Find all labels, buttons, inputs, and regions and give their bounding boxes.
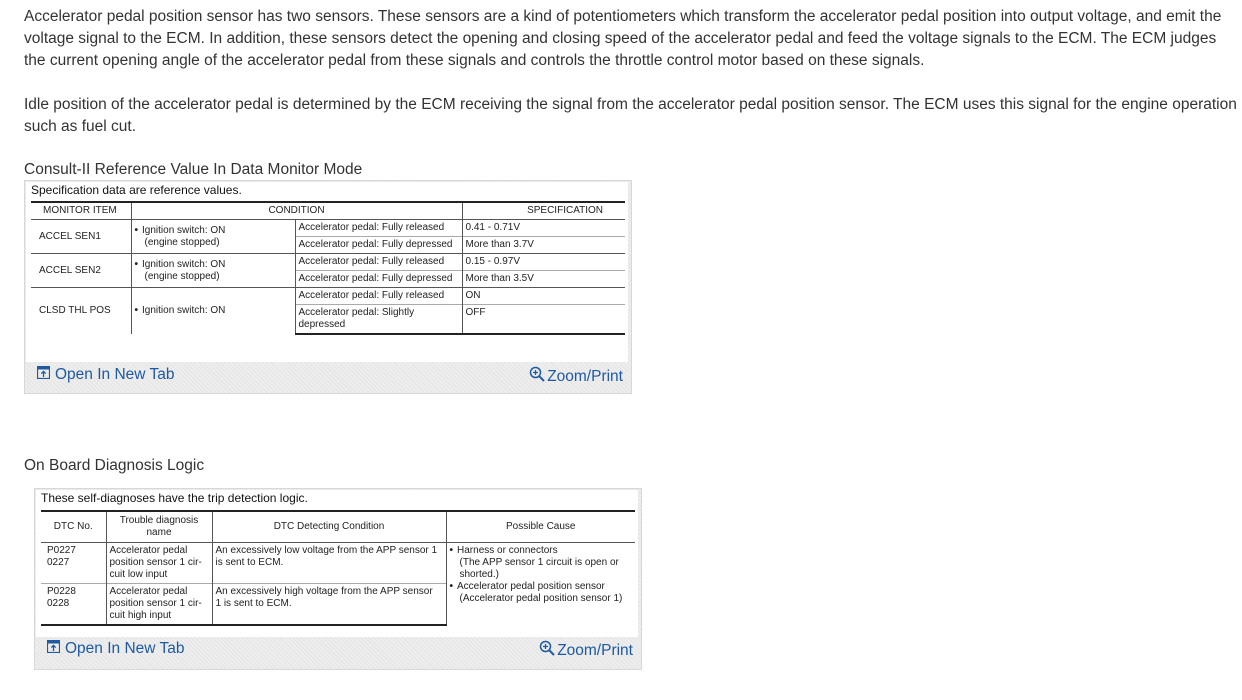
sub-condition-cell: Accelerator pedal: Fully released: [295, 254, 462, 271]
condition-line: (engine stopped): [144, 270, 220, 282]
name-line: cuit high input: [109, 610, 172, 621]
header-dtc-no: DTC No.: [41, 511, 106, 543]
spec-value-cell: More than 3.7V: [462, 237, 625, 254]
cause-line: • Accelerator pedal position sensor: [450, 581, 605, 592]
intro-paragraph-2: Idle position of the accelerator pedal is determined by the ECM receiving the signal from the accelerator pedal position sensor. The ECM uses this signal for the engine operation such as fuel cut.: [24, 96, 1237, 135]
open-in-new-tab-label: Open In New Tab: [65, 640, 185, 657]
condition-line: 1 is sent to ECM.: [215, 598, 292, 609]
sub-condition-cell: Accelerator pedal: Fully released: [295, 220, 462, 237]
cause-line: (Accelerator pedal position sensor 1): [459, 593, 623, 604]
condition-line: An excessively high voltage from the APP sensor: [215, 586, 433, 597]
open-in-new-tab-label: Open In New Tab: [55, 366, 175, 383]
figure-image-area: [26, 182, 628, 362]
condition-line: • Ignition switch: ON: [135, 305, 226, 316]
name-line: cuit low input: [109, 569, 168, 580]
name-line: position sensor 1 cir-: [109, 557, 202, 568]
dtc-code: 0228: [47, 598, 70, 609]
header-condition: CONDITION: [131, 202, 462, 220]
spec-value-cell: ON: [462, 288, 625, 305]
condition-line: is sent to ECM.: [215, 557, 284, 568]
trouble-name-cell: [106, 543, 212, 584]
intro-paragraph-1: Accelerator pedal position sensor has two sensors. These sensors are a kind of potentiometers which transform the accelerator pedal position into output voltage, and emit the voltage signal to the ECM. In addition, these sensors detect the opening and closing speed of the accelerator pedal and feed the voltage signals to the ECM. The ECM judges the current opening angle of the accelerator pedal from these signals and controls the throttle control motor based on these signals.: [24, 8, 1222, 69]
name-line: position sensor 1 cir-: [109, 598, 202, 609]
open-in-new-tab-icon: [47, 640, 60, 658]
sub-condition-cell: Accelerator pedal: Fully depressed: [295, 237, 462, 254]
dtc-logic-table: [41, 510, 635, 626]
header-line: name: [146, 527, 172, 538]
open-in-new-tab-link[interactable]: [37, 366, 174, 384]
sub-condition-cell: Accelerator pedal: Fully released: [295, 288, 462, 305]
detecting-condition-cell: [212, 584, 446, 626]
monitor-item-cell: ACCEL SEN2: [31, 254, 131, 288]
zoom-magnifier-icon: [539, 640, 555, 661]
sub-condition-cell: [295, 305, 462, 335]
section-heading-diagnosis: On Board Diagnosis Logic: [24, 457, 205, 474]
section-heading-consult: Consult-II Reference Value In Data Monitor Mode: [24, 161, 363, 178]
figure-note: These self-diagnoses have the trip detection logic.: [41, 491, 308, 505]
dtc-code: P0227: [47, 545, 76, 556]
header-detecting-condition: DTC Detecting Condition: [212, 511, 446, 543]
condition-line: An excessively low voltage from the APP sensor 1: [215, 545, 438, 556]
figure-consult-reference: [24, 180, 632, 394]
table-header-row: [41, 511, 635, 543]
possible-cause-cell: [446, 543, 635, 626]
open-in-new-tab-icon: [37, 366, 50, 384]
sub-condition-line: depressed: [298, 319, 346, 330]
table-header-row: [31, 202, 625, 220]
cause-line: (The APP sensor 1 circuit is open or: [459, 557, 619, 568]
detecting-condition-cell: [212, 543, 446, 584]
condition-line: (engine stopped): [144, 236, 220, 248]
sub-condition-line: Accelerator pedal: Slightly: [298, 307, 415, 318]
zoom-magnifier-icon: [529, 366, 545, 387]
condition-line: • Ignition switch: ON: [135, 225, 226, 236]
dtc-cell: [41, 543, 106, 584]
name-line: Accelerator pedal: [109, 545, 188, 556]
trouble-name-cell: [106, 584, 212, 626]
table-row: [31, 288, 625, 305]
spec-value-cell: OFF: [462, 305, 625, 335]
condition-cell: [131, 220, 295, 254]
zoom-print-link[interactable]: [529, 366, 623, 387]
figure-diagnosis-logic: [34, 488, 642, 670]
figure-note: Specification data are reference values.: [31, 183, 242, 197]
dtc-cell: [41, 584, 106, 626]
figure-actions: [35, 639, 641, 663]
open-in-new-tab-link[interactable]: [47, 640, 184, 658]
header-specification: SPECIFICATION: [462, 202, 625, 220]
header-trouble-name: [106, 511, 212, 543]
monitor-spec-table: [31, 201, 625, 335]
table-row: [31, 254, 625, 271]
dtc-code: P0228: [47, 586, 76, 597]
header-line: Trouble diagnosis: [119, 515, 199, 526]
cause-line: • Harness or connectors: [450, 545, 558, 556]
zoom-print-link[interactable]: [539, 640, 633, 661]
monitor-item-cell: ACCEL SEN1: [31, 220, 131, 254]
table-row: [41, 543, 635, 584]
condition-line: • Ignition switch: ON: [135, 259, 226, 270]
spec-value-cell: 0.41 - 0.71V: [462, 220, 625, 237]
spec-value-cell: More than 3.5V: [462, 271, 625, 288]
spec-value-cell: 0.15 - 0.97V: [462, 254, 625, 271]
cause-line: shorted.): [459, 569, 499, 580]
figure-actions: [25, 365, 631, 389]
zoom-print-label: Zoom/Print: [547, 367, 623, 385]
dtc-code: 0227: [47, 557, 70, 568]
condition-cell: [131, 288, 295, 335]
zoom-print-label: Zoom/Print: [557, 641, 633, 659]
condition-cell: [131, 254, 295, 288]
header-possible-cause: Possible Cause: [446, 511, 635, 543]
header-monitor-item: MONITOR ITEM: [31, 202, 131, 220]
table-row: [31, 220, 625, 237]
figure-image-area: [36, 490, 638, 637]
monitor-item-cell: CLSD THL POS: [31, 288, 131, 335]
name-line: Accelerator pedal: [109, 586, 188, 597]
sub-condition-cell: Accelerator pedal: Fully depressed: [295, 271, 462, 288]
